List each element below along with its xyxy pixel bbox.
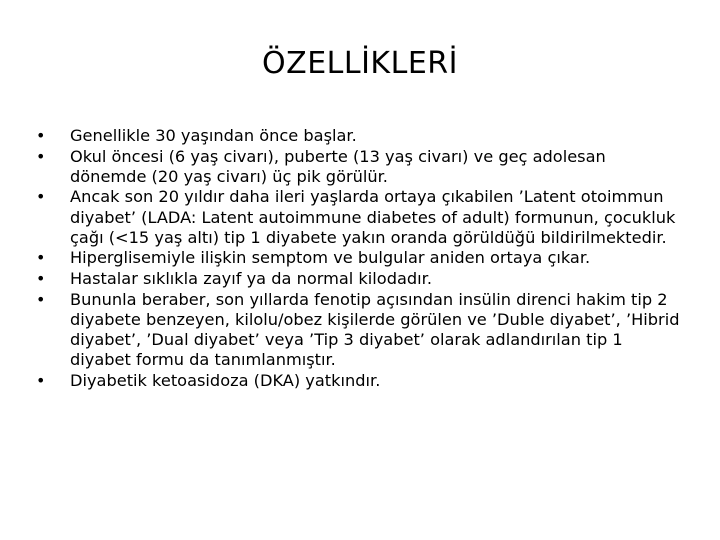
bullet-icon: •: [36, 268, 46, 288]
bullet-text: Genellikle 30 yaşından önce başlar.: [70, 126, 357, 145]
bullet-item: [36, 147, 686, 187]
bullet-text: Hiperglisemiyle ilişkin semptom ve bulgular aniden ortaya çıkar.: [70, 248, 591, 268]
bullet-text: Bununla beraber, son yıllarda fenotip açısından insülin direnci hakim tip 2 diyabete benzeyen, kilolu/obez kişilerde görülen ve ’Duble diyabet’, ’Hibrid diyabet’, ’Dual diyabet’ veya ’Tip 3 diyabet’ olarak adlandırılan tip 1 diyabet formu da tanımlanmıştır.: [70, 289, 680, 370]
slide-title: ÖZELLİKLERİ: [262, 46, 458, 81]
bullet-text: Ancak son 20 yıldır daha ileri yaşlarda ortaya çıkabilen ’Latent otoimmun diyabet’ (LADA: Latent autoimmune diabetes of adult) formunun, çocukluk çağı (<15 yaş altı) tip 1 diyabete yakın oranda görüldüğü bildirilmektedir.: [70, 187, 676, 247]
bullet-icon: •: [36, 146, 46, 166]
bullet-text: Diyabetik ketoasidoza (DKA) yatkındır.: [70, 370, 381, 390]
bullet-item: [36, 269, 686, 289]
bullet-text: Hastalar sıklıkla zayıf ya da normal kilodadır.: [70, 268, 432, 288]
bullet-text: Okul öncesi (6 yaş civarı), puberte (13 yaş civarı) ve geç adolesan dönemde (20 yaş civarı) üç pik görülür.: [70, 146, 606, 186]
bullet-item: [36, 187, 686, 248]
bullet-icon: •: [36, 187, 46, 207]
bullet-item: [36, 290, 686, 371]
bullet-item: [36, 371, 686, 391]
bullet-item: [36, 248, 686, 268]
bullet-list: [36, 126, 686, 391]
bullet-icon: •: [36, 289, 46, 309]
bullet-item: [36, 126, 686, 146]
bullet-icon: •: [36, 370, 46, 390]
bullet-icon: •: [36, 248, 46, 268]
bullet-icon: •: [36, 126, 46, 145]
